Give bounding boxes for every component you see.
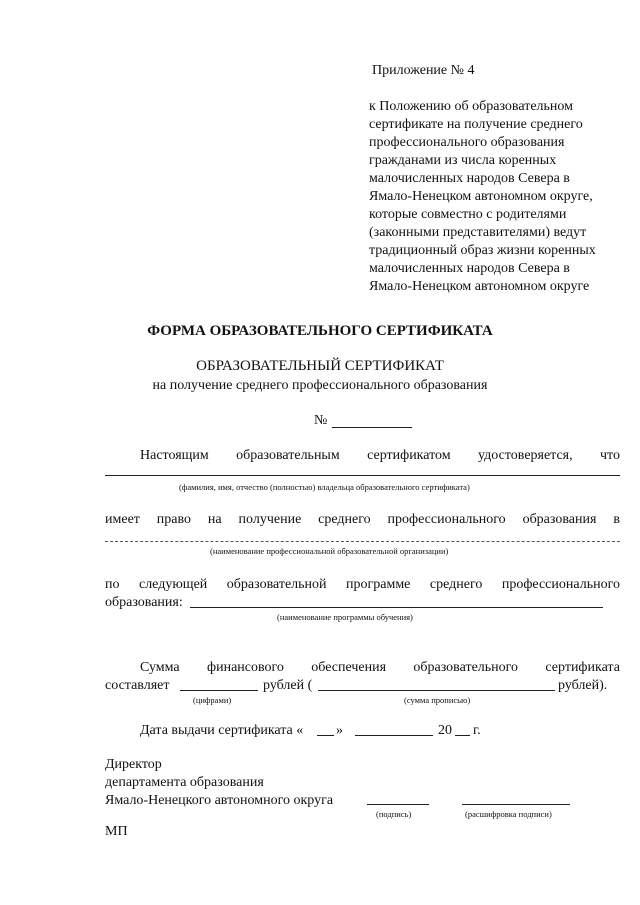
- appendix-line: сертификате на получение среднего: [369, 117, 583, 132]
- form-title: ФОРМА ОБРАЗОВАТЕЛЬНОГО СЕРТИФИКАТА: [147, 323, 493, 339]
- word: что: [600, 448, 620, 463]
- sum-label: составляет: [105, 678, 170, 693]
- caption-program: (наименование программы обучения): [277, 612, 413, 622]
- appendix-line: Ямало-Ненецком автономном округе,: [369, 189, 593, 204]
- word: среднего: [318, 512, 371, 527]
- signature-field: [367, 804, 429, 805]
- word: Сумма: [140, 660, 180, 675]
- word: обеспечения: [311, 660, 387, 675]
- issue-year-suffix: г.: [473, 723, 481, 738]
- appendix-line: гражданами из числа коренных: [369, 153, 557, 168]
- caption-words: (сумма прописью): [404, 695, 471, 705]
- word: образования: [522, 512, 597, 527]
- sum-digits-field: [180, 690, 258, 691]
- sum-words-field: [318, 690, 555, 691]
- appendix-line: которые совместно с родителями: [369, 207, 567, 222]
- issue-day-field: [317, 735, 334, 736]
- holder-name-field: [105, 475, 620, 476]
- appendix-line: к Положению об образовательном: [369, 99, 573, 114]
- issue-year-field: [455, 735, 470, 736]
- sum-rubles-close: рублей).: [558, 678, 608, 693]
- word: образовательным: [236, 448, 340, 463]
- issue-month-field: [355, 735, 433, 736]
- word: финансового: [207, 660, 284, 675]
- caption-signature-decode: (расшифровка подписи): [465, 809, 552, 819]
- signer-position: Директор: [105, 757, 162, 772]
- program-label: образования:: [105, 595, 183, 610]
- issue-year-prefix: 20: [438, 723, 452, 738]
- appendix-text: [369, 98, 619, 296]
- caption-organization: (наименование профессиональной образовательной организации): [210, 546, 449, 556]
- appendix-title: Приложение № 4: [372, 63, 475, 78]
- word: Настоящим: [140, 448, 209, 463]
- signer-department: департамента образования: [105, 775, 264, 790]
- word: образовательной: [226, 577, 327, 592]
- number-field: [332, 427, 412, 428]
- caption-digits: (цифрами): [193, 695, 232, 705]
- word: профессионального: [501, 577, 620, 592]
- word: профессионального: [387, 512, 506, 527]
- paragraph-program: [105, 576, 620, 594]
- paragraph-right: [105, 511, 620, 529]
- signer-region: Ямало-Ненецкого автономного округа: [105, 793, 334, 808]
- paragraph-certifies: [140, 447, 620, 465]
- number-label: №: [314, 413, 328, 428]
- paragraph-sum: [140, 659, 620, 677]
- caption-signature: (подпись): [376, 809, 412, 819]
- word: получение: [238, 512, 302, 527]
- appendix-line: малочисленных народов Севера в: [369, 261, 570, 276]
- word: следующей: [138, 577, 208, 592]
- word: образовательного: [413, 660, 519, 675]
- word: среднего: [429, 577, 483, 592]
- issue-quote-close: »: [336, 723, 343, 738]
- issue-date-label: Дата выдачи сертификата «: [140, 723, 304, 738]
- appendix-line: традиционный образ жизни коренных: [369, 243, 596, 258]
- word: удостоверяется,: [478, 448, 573, 463]
- appendix-line: Ямало-Ненецком автономном округе: [369, 279, 590, 294]
- appendix-line: малочисленных народов Севера в: [369, 171, 570, 186]
- word: на: [207, 512, 222, 527]
- word: сертификатом: [367, 448, 451, 463]
- stamp-label: МП: [105, 824, 128, 839]
- sum-rubles-open: рублей (: [263, 678, 313, 693]
- organization-field: [105, 541, 620, 542]
- word: право: [156, 512, 192, 527]
- word: программе: [346, 577, 411, 592]
- word: по: [105, 577, 120, 592]
- word: имеет: [105, 512, 140, 527]
- certificate-subtitle: на получение среднего профессионального образования: [152, 378, 488, 393]
- certificate-title: ОБРАЗОВАТЕЛЬНЫЙ СЕРТИФИКАТ: [196, 358, 444, 374]
- program-field: [190, 607, 603, 608]
- appendix-line: (законными представителями) ведут: [369, 225, 587, 240]
- appendix-line: профессионального образования: [369, 135, 565, 150]
- signature-decode-field: [462, 804, 570, 805]
- word: в: [613, 512, 620, 527]
- caption-holder-name: (фамилия, имя, отчество (полностью) владельца образовательного сертификата): [179, 482, 470, 492]
- word: сертификата: [545, 660, 620, 675]
